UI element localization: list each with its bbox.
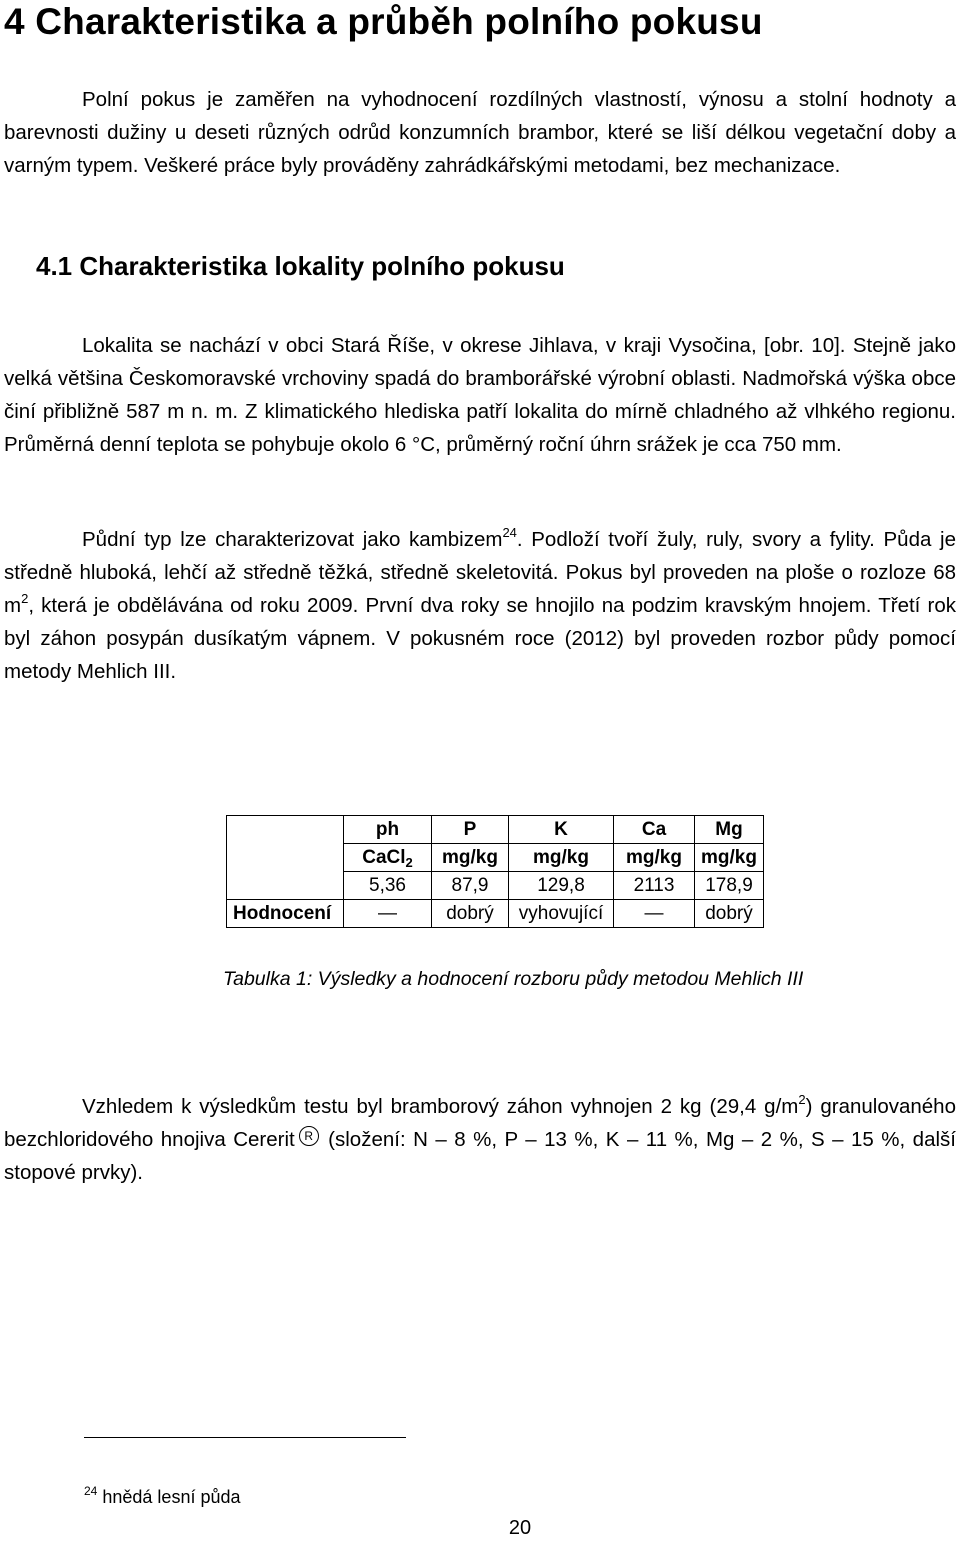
table-value-cell: 129,8 <box>509 872 614 900</box>
page-number: 20 <box>508 1517 532 1539</box>
table-header-cell: Mg <box>695 816 764 844</box>
footnote-text: hnědá lesní půda <box>102 1487 241 1507</box>
area-unit-sup: 2 <box>21 591 29 606</box>
table-rating-cell: — <box>614 900 695 928</box>
table-value-cell: 5,36 <box>344 872 432 900</box>
table-header-cell: K <box>509 816 614 844</box>
intro-text: Polní pokus je zaměřen na vyhodnocení rozdílných vlastností, výnosu a stolní hodnoty a barevnosti dužiny u deseti různých odrůd konzumních brambor, které se liší délkou vegetační doby a varným typem. Veškeré práce byly prováděny zahrádkářskými metodami, bez mechanizace. <box>4 88 956 177</box>
fertilizer-text-a: Vzhledem k výsledkům testu byl bramborový záhon vyhnojen 2 kg (29,4 g/m <box>82 1095 799 1118</box>
fertilizer-text-b: ) granulovaného bezchloridového hnojiva Cererit <box>4 1095 956 1151</box>
table-unit-cell: mg/kg <box>509 844 614 872</box>
table-row <box>227 900 764 928</box>
footnote-ref: 24 <box>502 525 517 540</box>
table-rating-cell: dobrý <box>695 900 764 928</box>
soil-text-a: Půdní typ lze charakterizovat jako kambizem <box>82 528 503 551</box>
table-cell-empty <box>227 844 344 872</box>
soil-text-b: . Podloží tvoří žuly, ruly, svory a fylity. Půda je středně hluboká, lehčí až středně těžká, středně skeletovitá. Pokus byl proveden na ploše o rozloze 68 m <box>4 528 956 617</box>
soil-text-c: , která je obdělávána od roku 2009. První dva roky se hnojilo na podzim kravským hnojem. Třetí rok byl záhon posypán dusíkatým vápnem. V pokusném roce (2012) byl proveden rozbor půdy pomocí metody Mehlich III. <box>4 594 956 683</box>
table-header-cell: ph <box>344 816 432 844</box>
intro-paragraph <box>4 83 956 182</box>
table-row <box>227 816 764 844</box>
registered-mark-icon: R <box>299 1126 319 1146</box>
fertilizer-text-c: (složení: N – 8 %, P – 13 %, K – 11 %, Mg – 2 %, S – 15 %, další stopové prvky). <box>4 1128 956 1184</box>
table-row <box>227 844 764 872</box>
chapter-title: 4 Charakteristika a průběh polního pokusu <box>4 1 763 42</box>
table-value-cell: 178,9 <box>695 872 764 900</box>
table-unit-cell: mg/kg <box>695 844 764 872</box>
table-caption: Tabulka 1: Výsledky a hodnocení rozboru půdy metodou Mehlich III <box>223 968 804 990</box>
table-unit-cell: CaCl$_2$ <box>344 844 432 872</box>
footnote-divider <box>84 1437 406 1438</box>
section-title: 4.1 Charakteristika lokality polního pokusu <box>36 251 565 281</box>
locality-text: Lokalita se nachází v obci Stará Říše, v okrese Jihlava, v kraji Vysočina, [obr. 10]. Stejně jako velká většina Českomoravské vrchoviny spadá do bramborářské výrobní oblasti. Nadmořská výška obce činí přibližně 587 m n. m. Z klimatického hlediska patří lokalita do mírně chladného až vlhkého regionu. Průměrná denní teplota se pohybuje okolo 6 °C, průměrný roční úhrn srážek je cca 750 mm. <box>4 334 956 456</box>
table-row <box>227 872 764 900</box>
soil-paragraph <box>4 523 956 688</box>
soil-analysis-table <box>226 815 764 928</box>
table-rating-cell: dobrý <box>432 900 509 928</box>
table-value-cell: 87,9 <box>432 872 509 900</box>
table-unit-cell: mg/kg <box>432 844 509 872</box>
locality-paragraph <box>4 329 956 461</box>
table-header-cell: Ca <box>614 816 695 844</box>
table-cell-empty <box>227 872 344 900</box>
table-cell-empty <box>227 816 344 844</box>
table-value-cell: 2113 <box>614 872 695 900</box>
fertilizer-paragraph <box>4 1090 956 1189</box>
table-rating-cell: vyhovující <box>509 900 614 928</box>
footnote <box>84 1482 241 1512</box>
rating-label-cell: Hodnocení <box>227 900 344 928</box>
area-unit-sup: 2 <box>798 1092 806 1107</box>
table-header-cell: P <box>432 816 509 844</box>
table-rating-cell: — <box>344 900 432 928</box>
footnote-number: 24 <box>84 1484 98 1498</box>
table-unit-cell: mg/kg <box>614 844 695 872</box>
